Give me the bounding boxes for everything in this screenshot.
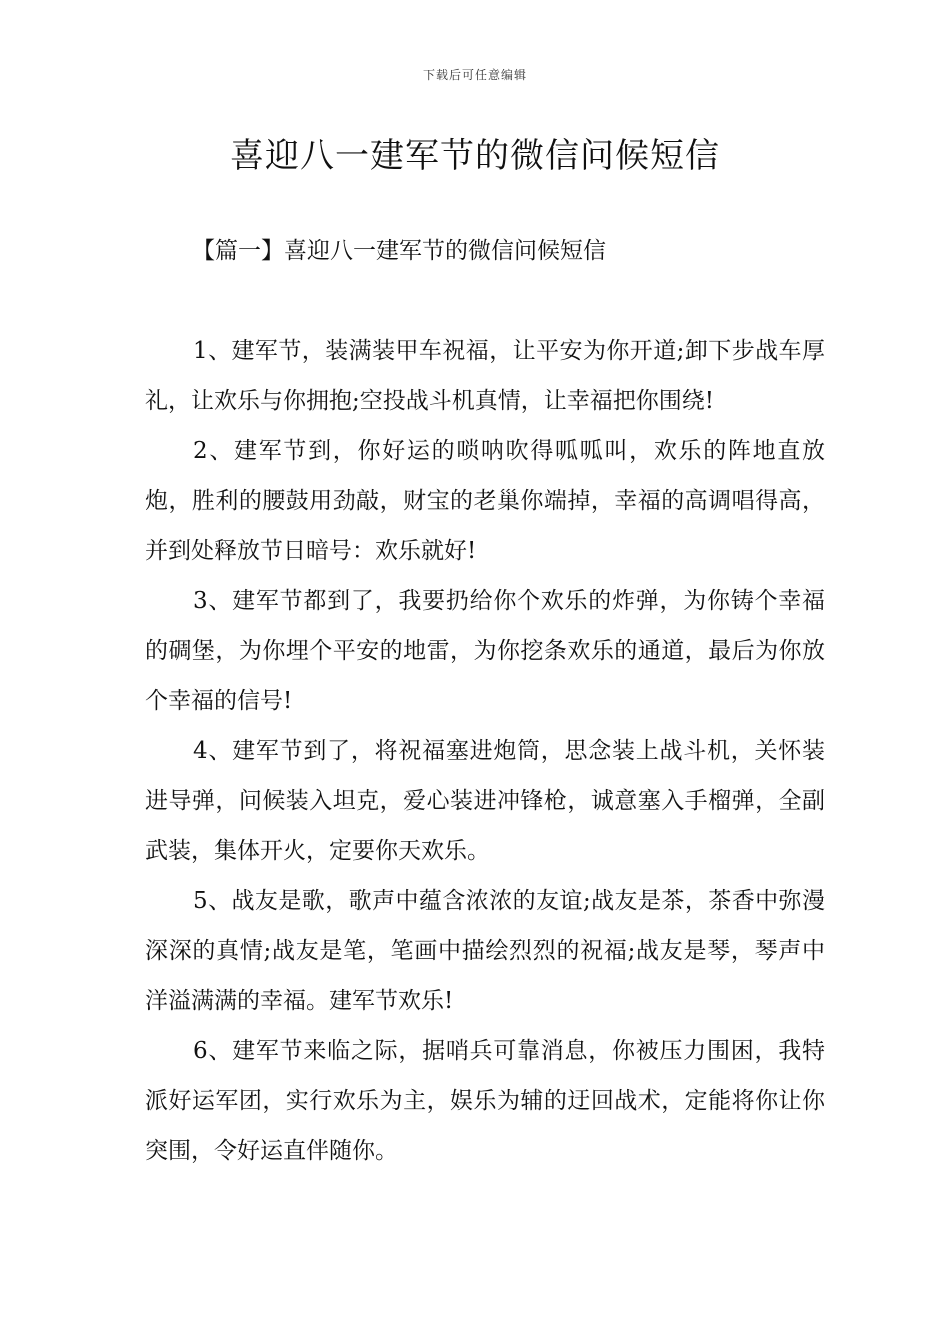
section-heading: 【篇一】喜迎八一建军节的微信问候短信	[192, 238, 606, 264]
paragraph: 2、建军节到，你好运的唢呐吹得呱呱叫，欢乐的阵地直放炮，胜利的腰鼓用劲敲，财宝的老巢你端掉，幸福的高调唱得高，并到处释放节日暗号：欢乐就好!	[145, 438, 825, 564]
document-body	[145, 326, 825, 1176]
paragraph: 3、建军节都到了，我要扔给你个欢乐的炸弹，为你铸个幸福的碉堡，为你埋个平安的地雷，为你挖条欢乐的通道，最后为你放个幸福的信号!	[145, 588, 825, 714]
paragraph: 6、建军节来临之际，据哨兵可靠消息，你被压力围困，我特派好运军团，实行欢乐为主，娱乐为辅的迂回战术，定能将你让你突围，令好运直伴随你。	[145, 1038, 825, 1164]
paragraph: 4、建军节到了，将祝福塞进炮筒，思念装上战斗机，关怀装进导弹，问候装入坦克，爱心装进冲锋枪，诚意塞入手榴弹，全副武装，集体开火，定要你天欢乐。	[145, 738, 825, 864]
header-note: 下载后可任意编辑	[422, 68, 527, 82]
document-title: 喜迎八一建军节的微信问候短信	[230, 136, 720, 176]
paragraph: 1、建军节，装满装甲车祝福，让平安为你开道;卸下步战车厚礼，让欢乐与你拥抱;空投战斗机真情，让幸福把你围绕!	[145, 338, 825, 414]
paragraph: 5、战友是歌，歌声中蕴含浓浓的友谊;战友是茶，茶香中弥漫深深的真情;战友是笔，笔画中描绘烈烈的祝福;战友是琴，琴声中洋溢满满的幸福。建军节欢乐!	[145, 888, 825, 1014]
